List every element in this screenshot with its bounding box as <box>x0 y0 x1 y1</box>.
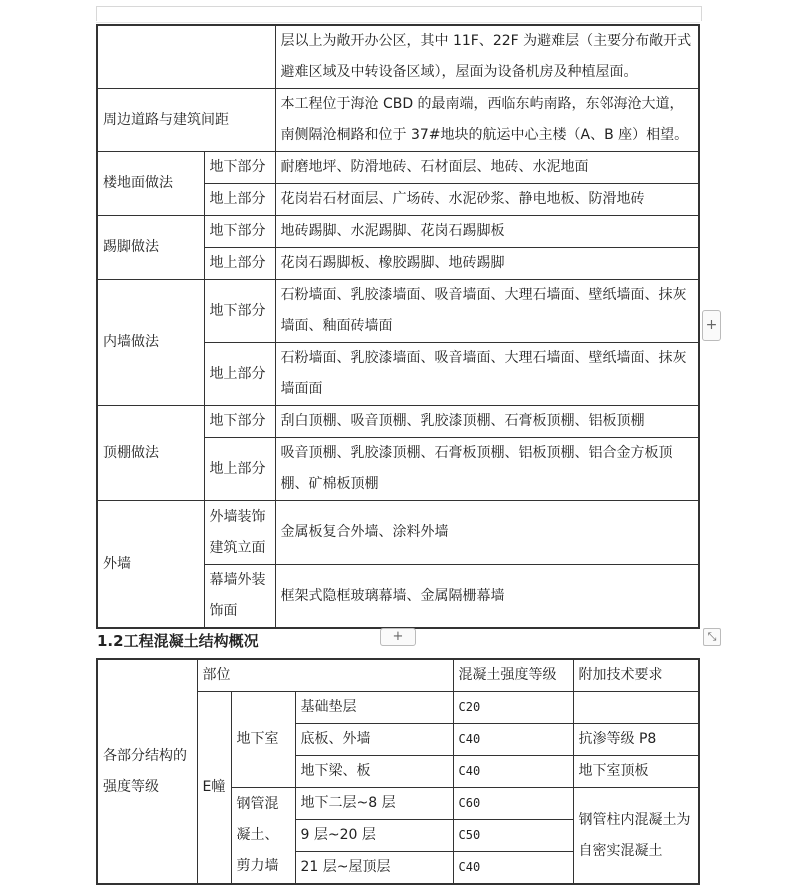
page-top-margin <box>96 6 702 21</box>
table-cell: 地下室顶板 <box>573 756 699 788</box>
table-cell: C40 <box>453 852 573 885</box>
table-cell: E幢 <box>197 692 231 885</box>
table-cell: 地下梁、板 <box>295 756 453 788</box>
table-cell: 钢管柱内混凝土为自密实混凝土 <box>573 788 699 885</box>
table-cell: 花岗石踢脚板、橡胶踢脚、地砖踢脚 <box>275 248 699 280</box>
table-cell: 各部分结构的强度等级 <box>97 659 197 884</box>
table-cell: 内墙做法 <box>97 280 204 406</box>
table-cell: 混凝土强度等级 <box>453 659 573 692</box>
table-cell <box>573 692 699 724</box>
table-cell: 地上部分 <box>204 184 275 216</box>
table-cell: 耐磨地坪、防滑地砖、石材面层、地砖、水泥地面 <box>275 152 699 184</box>
table-cell: 花岗岩石材面层、广场砖、水泥砂浆、静电地板、防滑地砖 <box>275 184 699 216</box>
page-top-rule <box>96 22 700 23</box>
table-cell: 石粉墙面、乳胶漆墙面、吸音墙面、大理石墙面、壁纸墙面、抹灰墙面面 <box>275 343 699 406</box>
table-cell: 地上部分 <box>204 438 275 501</box>
table-cell: 外墙装饰建筑立面 <box>204 501 275 565</box>
table-cell: 地下部分 <box>204 280 275 343</box>
table-cell: 地下二层~8 层 <box>295 788 453 820</box>
concrete-structure-table <box>96 658 700 885</box>
table-cell: 金属板复合外墙、涂料外墙 <box>275 501 699 565</box>
table-cell: 部位 <box>197 659 453 692</box>
table-cell: C40 <box>453 756 573 788</box>
table-cell <box>97 25 275 89</box>
table-cell: 抗渗等级 P8 <box>573 724 699 756</box>
add-column-button[interactable]: + <box>702 310 721 341</box>
table-cell: 21 层~屋顶层 <box>295 852 453 885</box>
table-cell: 楼地面做法 <box>97 152 204 216</box>
table-cell: 地下部分 <box>204 152 275 184</box>
table-cell: 地上部分 <box>204 343 275 406</box>
table-cell: 地下部分 <box>204 406 275 438</box>
table-cell: 9 层~20 层 <box>295 820 453 852</box>
table-cell: 外墙 <box>97 501 204 629</box>
table-cell: 基础垫层 <box>295 692 453 724</box>
table-cell: 地下室 <box>231 692 295 788</box>
table-cell: 附加技术要求 <box>573 659 699 692</box>
table-cell: C40 <box>453 724 573 756</box>
resize-table-icon[interactable]: ⤡ <box>703 628 721 646</box>
table-cell: 顶棚做法 <box>97 406 204 501</box>
table-cell: 幕墙外装饰面 <box>204 565 275 629</box>
table-cell: C50 <box>453 820 573 852</box>
table-cell: 地下部分 <box>204 216 275 248</box>
table-cell: C60 <box>453 788 573 820</box>
table-cell: 底板、外墙 <box>295 724 453 756</box>
table-cell: 本工程位于海沧 CBD 的最南端，西临东屿南路，东邻海沧大道，南侧隔沧桐路和位于 37#地块的航运中心主楼（A、B 座）相望。 <box>275 89 699 152</box>
table-cell: C20 <box>453 692 573 724</box>
table-cell: 刮白顶棚、吸音顶棚、乳胶漆顶棚、石膏板顶棚、铝板顶棚 <box>275 406 699 438</box>
table-cell: 钢管混凝土、剪力墙 <box>231 788 295 885</box>
table-cell: 踢脚做法 <box>97 216 204 280</box>
table-cell: 地砖踢脚、水泥踢脚、花岗石踢脚板 <box>275 216 699 248</box>
add-row-button[interactable]: + <box>380 628 416 646</box>
table-cell: 石粉墙面、乳胶漆墙面、吸音墙面、大理石墙面、壁纸墙面、抹灰墙面、釉面砖墙面 <box>275 280 699 343</box>
table-cell: 地上部分 <box>204 248 275 280</box>
table-cell: 吸音顶棚、乳胶漆顶棚、石膏板顶棚、铝板顶棚、铝合金方板顶棚、矿棉板顶棚 <box>275 438 699 501</box>
table-cell: 框架式隐框玻璃幕墙、金属隔栅幕墙 <box>275 565 699 629</box>
table-cell: 周边道路与建筑间距 <box>97 89 275 152</box>
table-cell: 层以上为敞开办公区，其中 11F、22F 为避难层（主要分布敞开式避难区域及中转设备区域），屋面为设备机房及种植屋面。 <box>275 25 699 89</box>
section-heading: 1.2工程混凝土结构概况 <box>97 632 259 650</box>
building-finishes-table <box>96 24 700 629</box>
